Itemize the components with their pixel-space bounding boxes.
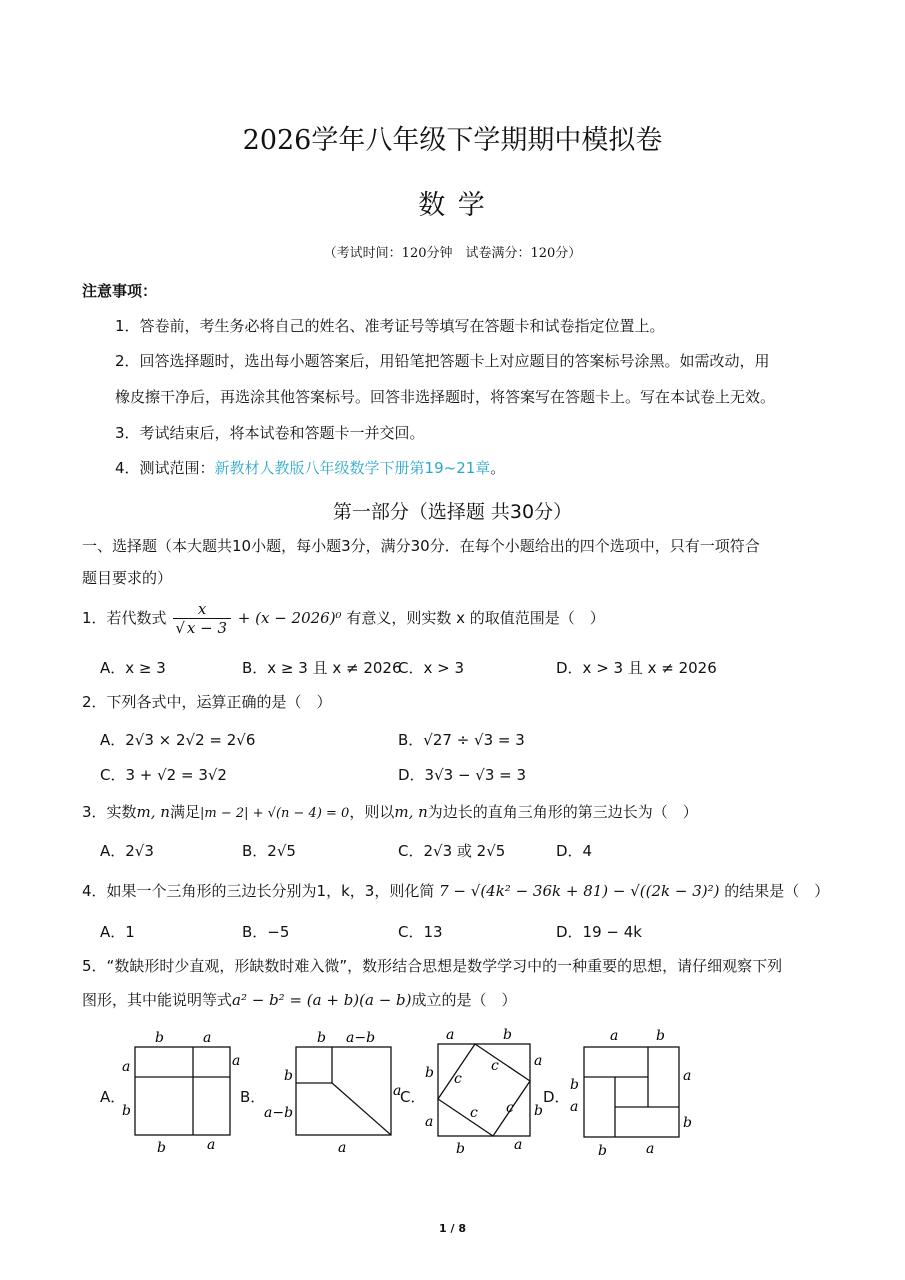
figure-c xyxy=(418,1025,548,1165)
q1-option-b[interactable]: B．x ≥ 3 且 x ≠ 2026 xyxy=(242,659,402,677)
notice-item-1: 1．答卷前，考生务必将自己的姓名、准考证号等填写在答题卡和试卷指定位置上。 xyxy=(115,317,665,335)
q1-expr: + (x − 2026)⁰ xyxy=(237,609,342,627)
range-prefix: 4．测试范围： xyxy=(115,459,215,477)
q3-mid2: ，则以 xyxy=(349,803,395,821)
notice-item-3: 3．考试结束后，将本试卷和答题卡一并交回。 xyxy=(115,424,425,442)
q4-option-c[interactable]: C．13 xyxy=(398,923,443,941)
fig-d-top-a: a xyxy=(610,1028,619,1044)
fig-d-bottom-a: a xyxy=(646,1141,655,1157)
fig-c-right-a: a xyxy=(534,1053,543,1069)
fig-a-top-a: a xyxy=(203,1030,212,1046)
fig-c-top-b: b xyxy=(503,1027,512,1043)
q3-option-d[interactable]: D．4 xyxy=(556,842,593,860)
q2-option-b[interactable]: B．√27 ÷ √3 = 3 xyxy=(398,731,525,749)
q1-option-c[interactable]: C．x > 3 xyxy=(398,659,464,677)
q3-suffix: 为边长的直角三角形的第三边长为（ ） xyxy=(427,803,698,821)
range-suffix: 。 xyxy=(490,459,506,477)
fig-b-left-b: b xyxy=(284,1068,293,1084)
q5-prefix: 图形，其中能说明等式 xyxy=(82,991,233,1009)
subject-title: 数 学 xyxy=(418,190,487,221)
q4-option-b[interactable]: B．−5 xyxy=(242,923,290,941)
fig-c-inner-c4: c xyxy=(506,1100,514,1116)
fig-d-left-b: b xyxy=(570,1077,579,1093)
fig-d-bottom-b: b xyxy=(598,1143,607,1159)
q4-option-d[interactable]: D．19 − 4k xyxy=(556,923,642,941)
range-link[interactable]: 新教材人教版八年级数学下册第19~21章 xyxy=(214,459,491,477)
fig-a-bottom-b: b xyxy=(157,1140,166,1156)
fig-c-left-a: a xyxy=(425,1114,434,1130)
q3-vars: m, n xyxy=(136,803,170,821)
fig-d-right-b: b xyxy=(683,1115,692,1131)
q3-condition: |m − 2| + √(n − 4) = 0 xyxy=(199,806,350,821)
fig-d-left-a: a xyxy=(570,1099,579,1115)
q1-option-d[interactable]: D．x > 3 且 x ≠ 2026 xyxy=(556,659,717,677)
q5-identity: a² − b² = (a + b)(a − b) xyxy=(232,991,412,1009)
question-2: 2．下列各式中，运算正确的是（ ） xyxy=(82,693,332,711)
fig-d-top-b: b xyxy=(656,1028,665,1044)
fig-b-bottom-a: a xyxy=(338,1140,347,1156)
question-3 xyxy=(82,801,698,822)
fig-c-inner-c3: c xyxy=(470,1105,478,1121)
notice-item-2-cont: 橡皮擦干净后，再选涂其他答案标号。回答非选择题时，将答案写在答题卡上。写在本试卷上无效。 xyxy=(115,388,776,406)
q1-frac-num: x xyxy=(173,600,231,619)
q3-vars-2: m, n xyxy=(394,803,428,821)
q5-option-a-label[interactable]: A． xyxy=(100,1088,126,1106)
question-5-line-2 xyxy=(82,989,517,1010)
q1-fraction xyxy=(173,600,231,637)
fig-a-right-a: a xyxy=(232,1053,241,1069)
q4-suffix: 的结果是（ ） xyxy=(724,882,830,900)
fig-d-right-a: a xyxy=(683,1068,692,1084)
q3-option-c[interactable]: C．2√3 或 2√5 xyxy=(398,842,506,860)
q1-frac-den: √ x − 3 xyxy=(175,619,227,637)
section-line-1: 一、选择题（本大题共10小题，每小题3分，满分30分．在每个小题给出的四个选项中，只有一项符合 xyxy=(82,537,760,555)
fig-b-right-a: a xyxy=(393,1083,402,1099)
fig-b-left-amb: a−b xyxy=(264,1105,294,1121)
fig-c-left-b: b xyxy=(425,1065,434,1081)
q3-prefix: 3．实数 xyxy=(82,803,137,821)
q1-option-a[interactable]: A．x ≥ 3 xyxy=(100,659,166,677)
fig-c-right-b: b xyxy=(534,1103,543,1119)
q5-option-c-label[interactable]: C． xyxy=(400,1088,426,1106)
fig-a-left-b: b xyxy=(122,1103,131,1119)
fig-c-bottom-b: b xyxy=(456,1141,465,1157)
q2-option-a[interactable]: A．2√3 × 2√2 = 2√6 xyxy=(100,731,256,749)
q1-suffix: 有意义，则实数 x 的取值范围是（ ） xyxy=(346,609,605,627)
notice-item-4 xyxy=(115,457,505,478)
fig-c-top-a: a xyxy=(446,1027,455,1043)
q5-option-d-label[interactable]: D． xyxy=(543,1088,570,1106)
figure-a xyxy=(115,1025,250,1160)
q5-option-b-label[interactable]: B． xyxy=(240,1088,266,1106)
page-number: 1 / 8 xyxy=(439,1222,466,1235)
q4-option-a[interactable]: A．1 xyxy=(100,923,135,941)
exam-title: 2026学年八年级下学期期中模拟卷 xyxy=(242,125,663,156)
figure-d xyxy=(560,1025,700,1165)
q4-expr: 7 − √(4k² − 36k + 81) − √((2k − 3)²) xyxy=(439,882,720,900)
q5-suffix: 成立的是（ ） xyxy=(411,991,517,1009)
figure-b xyxy=(260,1025,410,1160)
fig-b-top-b: b xyxy=(317,1030,326,1046)
q1-prefix: 1．若代数式 xyxy=(82,609,167,627)
fig-a-bottom-a: a xyxy=(207,1137,216,1153)
question-1 xyxy=(82,600,605,637)
question-5-line-1: 5．“数缺形时少直观，形缺数时难入微”，数形结合思想是数学学习中的一种重要的思想，请仔细观察下列 xyxy=(82,957,783,975)
fig-c-inner-c1: c xyxy=(454,1071,462,1087)
question-4 xyxy=(82,880,829,901)
q3-mid: 满足 xyxy=(169,803,200,821)
notice-item-2: 2．回答选择题时，选出每小题答案后，用铅笔把答题卡上对应题目的答案标号涂黑。如需改动，用 xyxy=(115,352,770,370)
q2-option-d[interactable]: D．3√3 − √3 = 3 xyxy=(398,766,527,784)
section-line-2: 题目要求的） xyxy=(82,569,173,587)
notice-heading: 注意事项： xyxy=(82,282,158,300)
q4-prefix: 4．如果一个三角形的三边长分别为1，k，3，则化简 xyxy=(82,882,435,900)
q3-option-a[interactable]: A．2√3 xyxy=(100,842,154,860)
fig-a-left-a: a xyxy=(122,1059,131,1075)
q3-option-b[interactable]: B．2√5 xyxy=(242,842,296,860)
fig-b-top-amb: a−b xyxy=(346,1030,376,1046)
part1-title: 第一部分（选择题 共30分） xyxy=(332,501,573,523)
q2-option-c[interactable]: C．3 + √2 = 3√2 xyxy=(100,766,227,784)
exam-info: （考试时间：120分钟 试卷满分：120分） xyxy=(323,246,582,261)
fig-c-inner-c2: c xyxy=(491,1058,499,1074)
fig-a-top-b: b xyxy=(155,1030,164,1046)
fig-c-bottom-a: a xyxy=(514,1137,523,1153)
